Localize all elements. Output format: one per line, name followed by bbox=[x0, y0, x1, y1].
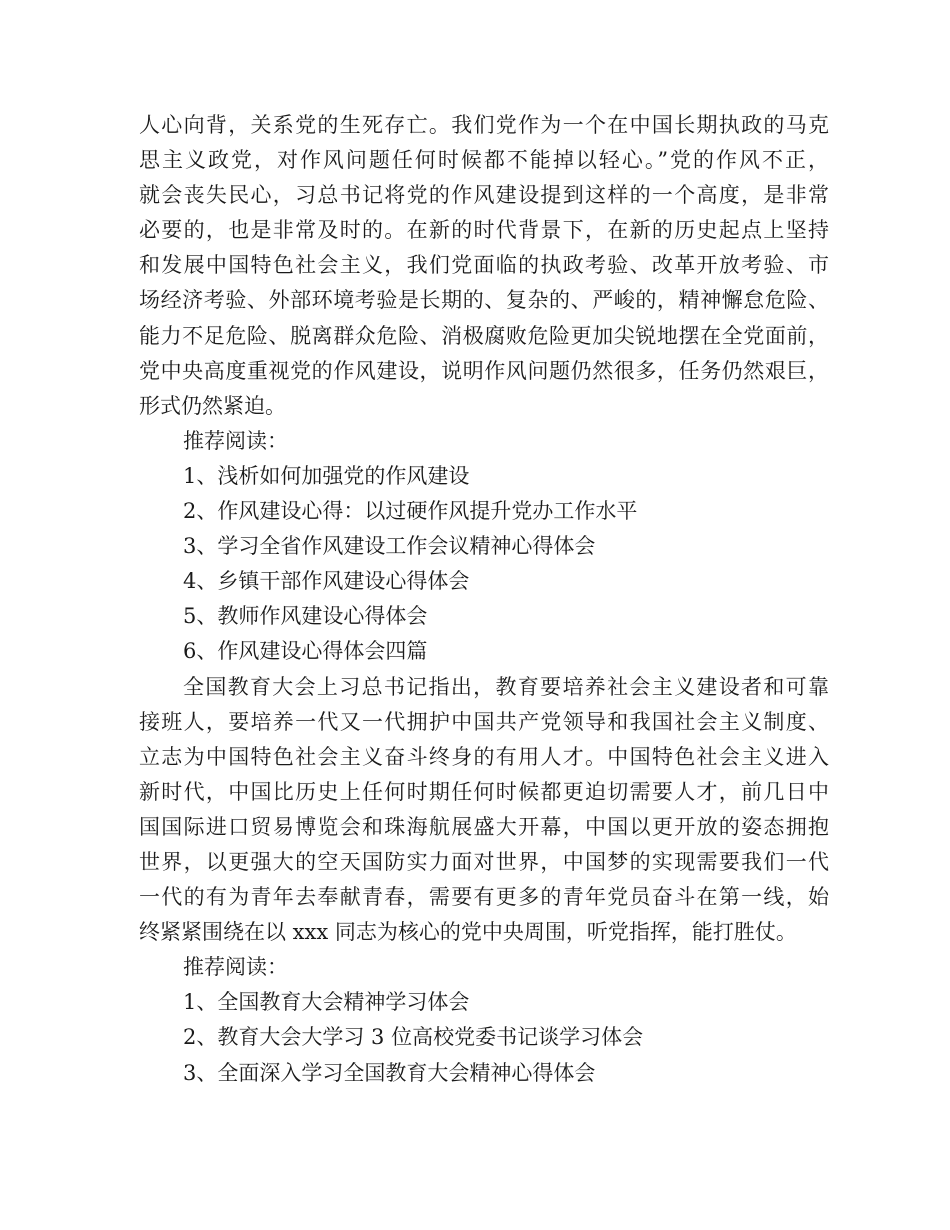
text-line: 党中央高度重视党的作风建设，说明作风问题仍然很多，任务仍然艰巨， bbox=[139, 358, 829, 383]
recommended-reading-list bbox=[139, 424, 829, 670]
recommended-reading-link[interactable]: 4、乡镇干部作风建设心得体会 bbox=[183, 569, 470, 594]
recommended-reading-link[interactable]: 6、作风建设心得体会四篇 bbox=[183, 639, 428, 664]
recommended-reading-list bbox=[139, 950, 829, 1090]
recommended-reading-heading: 推荐阅读： bbox=[183, 428, 288, 453]
recommended-reading-link[interactable]: 2、作风建设心得：以过硬作风提升党办工作水平 bbox=[183, 499, 638, 524]
text-line: 立志为中国特色社会主义奋斗终身的有用人才。中国特色社会主义进入 bbox=[139, 744, 829, 769]
paragraph-education-conference bbox=[139, 670, 829, 951]
recommended-reading-link[interactable]: 1、全国教育大会精神学习体会 bbox=[183, 990, 470, 1015]
recommended-reading-link[interactable]: 3、全面深入学习全国教育大会精神心得体会 bbox=[183, 1060, 596, 1085]
document-body bbox=[139, 108, 829, 1091]
text-line: 世界，以更强大的空天国防实力面对世界，中国梦的实现需要我们一代 bbox=[139, 849, 829, 874]
text-line: 就会丧失民心，习总书记将党的作风建设提到这样的一个高度，是非常 bbox=[139, 183, 829, 208]
text-line: 国国际进口贸易博览会和珠海航展盛大开幕，中国以更开放的姿态拥抱 bbox=[139, 814, 829, 839]
recommended-reading-link[interactable]: 1、浅析如何加强党的作风建设 bbox=[183, 463, 470, 488]
recommended-reading-heading: 推荐阅读： bbox=[183, 955, 288, 980]
text-line: 全国教育大会上习总书记指出，教育要培养社会主义建设者和可靠 bbox=[183, 674, 829, 699]
text-line: 形式仍然紧迫。 bbox=[139, 393, 286, 418]
text-line: 终紧紧围绕在以 xxx 同志为核心的党中央周围，听党指挥，能打胜仗。 bbox=[139, 920, 797, 945]
text-line: 思主义政党，对作风问题任何时候都不能掉以轻心。”党的作风不正， bbox=[139, 148, 829, 173]
text-line: 必要的，也是非常及时的。在新的时代背景下，在新的历史起点上坚持 bbox=[139, 218, 829, 243]
recommended-reading-link[interactable]: 5、教师作风建设心得体会 bbox=[183, 604, 428, 629]
text-line: 能力不足危险、脱离群众危险、消极腐败危险更加尖锐地摆在全党面前， bbox=[139, 323, 829, 348]
recommended-reading-link[interactable]: 3、学习全省作风建设工作会议精神心得体会 bbox=[183, 534, 596, 559]
text-line: 场经济考验、外部环境考验是长期的、复杂的、严峻的，精神懈怠危险、 bbox=[139, 288, 829, 313]
text-line: 和发展中国特色社会主义，我们党面临的执政考验、改革开放考验、市 bbox=[139, 253, 829, 278]
text-line: 接班人，要培养一代又一代拥护中国共产党领导和我国社会主义制度、 bbox=[139, 709, 829, 734]
text-line: 人心向背，关系党的生死存亡。我们党作为一个在中国长期执政的马克 bbox=[139, 113, 829, 137]
paragraph-party-style bbox=[139, 108, 829, 424]
recommended-reading-link[interactable]: 2、教育大会大学习 3 位高校党委书记谈学习体会 bbox=[183, 1025, 644, 1050]
text-line: 一代的有为青年去奉献青春，需要有更多的青年党员奋斗在第一线，始 bbox=[139, 885, 829, 910]
text-line: 新时代，中国比历史上任何时期任何时候都更迫切需要人才，前几日中 bbox=[139, 779, 829, 804]
